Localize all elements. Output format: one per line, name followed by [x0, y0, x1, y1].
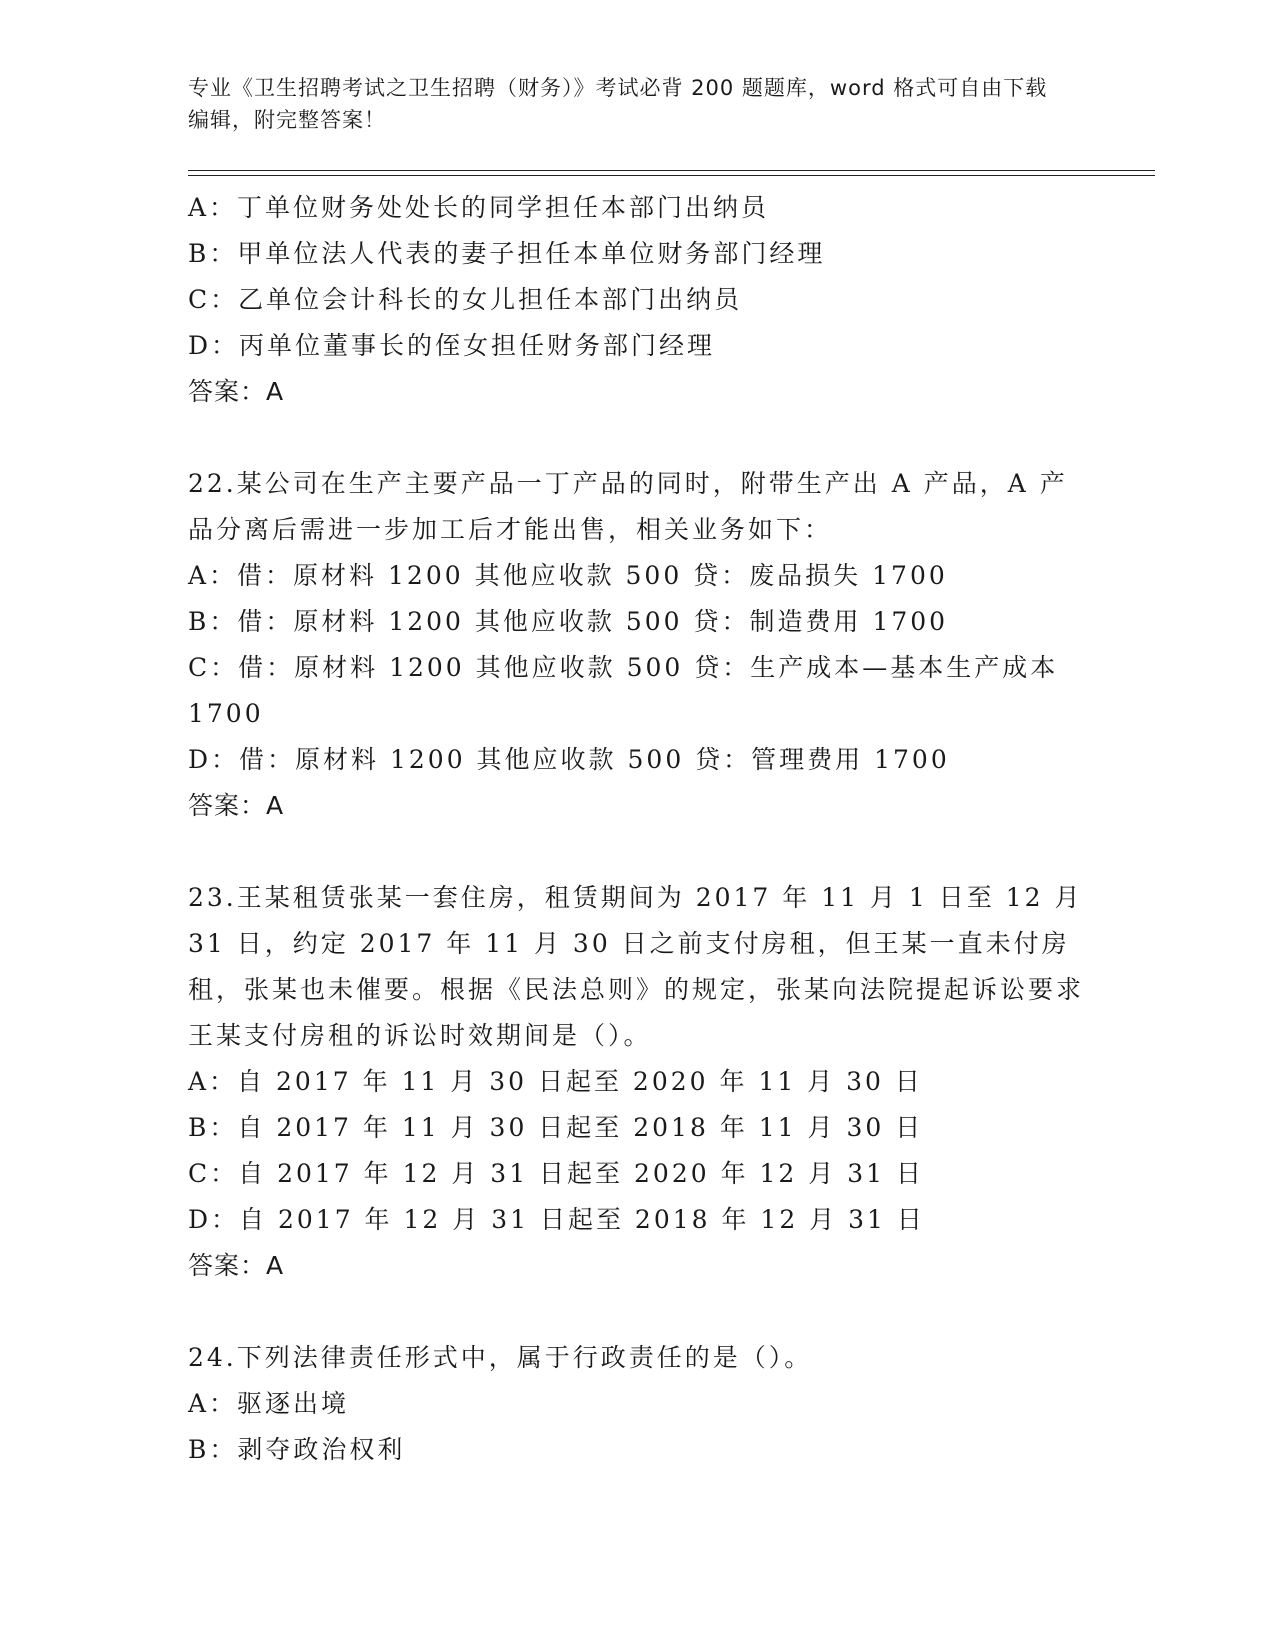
q22-option-a: A：借：原材料 1200 其他应收款 500 贷：废品损失 1700 — [188, 561, 948, 590]
q24-stem: 24.下列法律责任形式中，属于行政责任的是（）。 — [188, 1343, 813, 1372]
q22-option-c-continued: 1700 — [188, 699, 264, 728]
q21-answer: 答案：A — [188, 377, 285, 406]
q23-stem: 23.王某租赁张某一套住房，租赁期间为 2017 年 11 月 1 日至 12 月 31 日，约定 2017 年 11 月 30 日之前支付房租，但王某一直未付房租，张某也未催要。根据《民法总则》的规定，张某向法院提起诉讼要求王某支付房租的诉讼时效期间是（）。 — [188, 883, 1085, 1050]
header-rule-top — [188, 170, 1155, 171]
document-header: 专业《卫生招聘考试之卫生招聘（财务）》考试必背 200 题题库，word 格式可自由下载编辑，附完整答案！ — [188, 76, 1048, 132]
q22-option-b: B：借：原材料 1200 其他应收款 500 贷：制造费用 1700 — [188, 607, 949, 636]
q21-option-d: D：丙单位董事长的侄女担任财务部门经理 — [188, 331, 716, 360]
q24-option-a: A：驱逐出境 — [188, 1389, 350, 1418]
question-content — [188, 185, 1088, 1473]
q21-option-b: B：甲单位法人代表的妻子担任本单位财务部门经理 — [188, 239, 826, 268]
q22-stem: 22.某公司在生产主要产品一丁产品的同时，附带生产出 A 产品，A 产品分离后需进一步加工后才能出售，相关业务如下： — [188, 469, 1068, 544]
q24-option-b: B：剥夺政治权利 — [188, 1435, 406, 1464]
q21-option-c: C：乙单位会计科长的女儿担任本部门出纳员 — [188, 285, 743, 314]
q22-option-d: D：借：原材料 1200 其他应收款 500 贷：管理费用 1700 — [188, 745, 950, 774]
q21-option-a: A：丁单位财务处处长的同学担任本部门出纳员 — [188, 193, 770, 222]
q23-option-d: D：自 2017 年 12 月 31 日起至 2018 年 12 月 31 日 — [188, 1205, 925, 1234]
q22-answer: 答案：A — [188, 791, 285, 820]
q23-option-c: C：自 2017 年 12 月 31 日起至 2020 年 12 月 31 日 — [188, 1159, 924, 1188]
header-rule-bottom — [188, 175, 1155, 176]
q22-option-c: C：借：原材料 1200 其他应收款 500 贷：生产成本—基本生产成本 — [188, 653, 1059, 682]
q23-option-a: A：自 2017 年 11 月 30 日起至 2020 年 11 月 30 日 — [188, 1067, 923, 1096]
q23-option-b: B：自 2017 年 11 月 30 日起至 2018 年 11 月 30 日 — [188, 1113, 924, 1142]
q23-answer: 答案：A — [188, 1251, 285, 1280]
